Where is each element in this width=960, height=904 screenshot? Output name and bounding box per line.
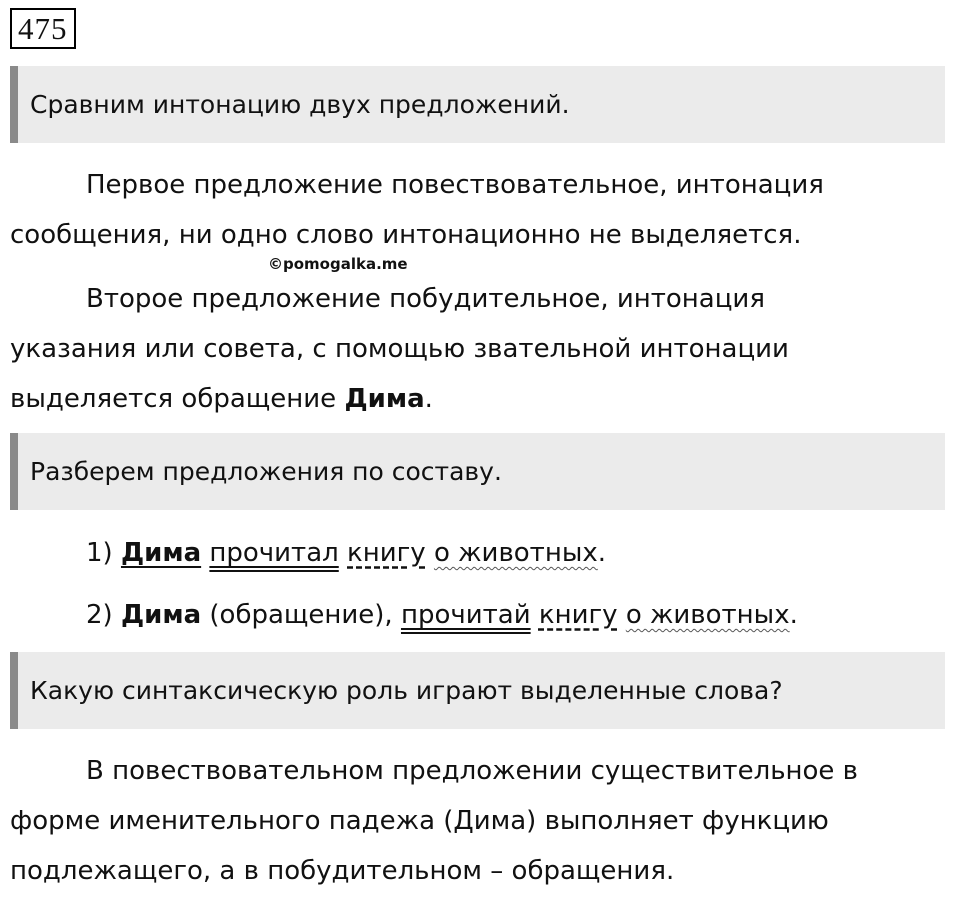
sentence-1 [10,528,950,578]
address-note: (обращение), [201,600,401,630]
text-line: указания или совета, с помощью звательной интонации [10,334,789,364]
section-header-text: Сравним интонацию двух предложений. [30,90,570,119]
period: . [789,600,798,630]
circumstance-words: о животных [625,600,790,630]
circumstance-words: о животных [433,538,598,568]
sentence-2 [10,590,950,640]
section-header-text: Какую синтаксическую роль играют выделенные слова? [30,676,783,705]
text-line: сообщения, ни одно слово интонационно не выделяется. [10,220,802,250]
predicate-word: прочитай [400,600,531,630]
bold-word: Дима [344,384,425,414]
address-word: Дима [120,600,202,630]
space [426,538,434,568]
section-header-intonation [10,66,945,143]
object-word: книгу [538,600,618,630]
section-header-text: Разберем предложения по составу. [30,457,502,486]
text-line: подлежащего, а в побудительном – обращения. [10,856,675,886]
paragraph-second-sentence [10,274,950,424]
parsed-sentence [10,590,950,640]
text-line: В повествовательном предложении существительное в [86,756,859,786]
subject-word: Дима [120,538,202,568]
section-header-parse [10,433,945,510]
paragraph-answer [10,746,950,896]
text-line: Первое предложение повествовательное, интонация [86,170,824,200]
text-span: выделяется обращение [10,384,345,414]
section-header-question [10,652,945,729]
paragraph-first-sentence [10,160,950,260]
text-line: форме именительного падежа (Дима) выполняет функцию [10,806,829,836]
object-word: книгу [347,538,426,568]
period: . [424,384,433,414]
item-number: 1) [86,538,121,568]
predicate-word: прочитал [209,538,339,568]
item-number: 2) [86,600,121,630]
space [618,600,626,630]
watermark: ©pomogalka.me [268,255,408,273]
text-line [10,374,950,424]
text-line: Второе предложение побудительное, интонация [86,284,765,314]
task-number: 475 [10,8,76,49]
parsed-sentence [10,528,950,578]
period: . [597,538,607,568]
